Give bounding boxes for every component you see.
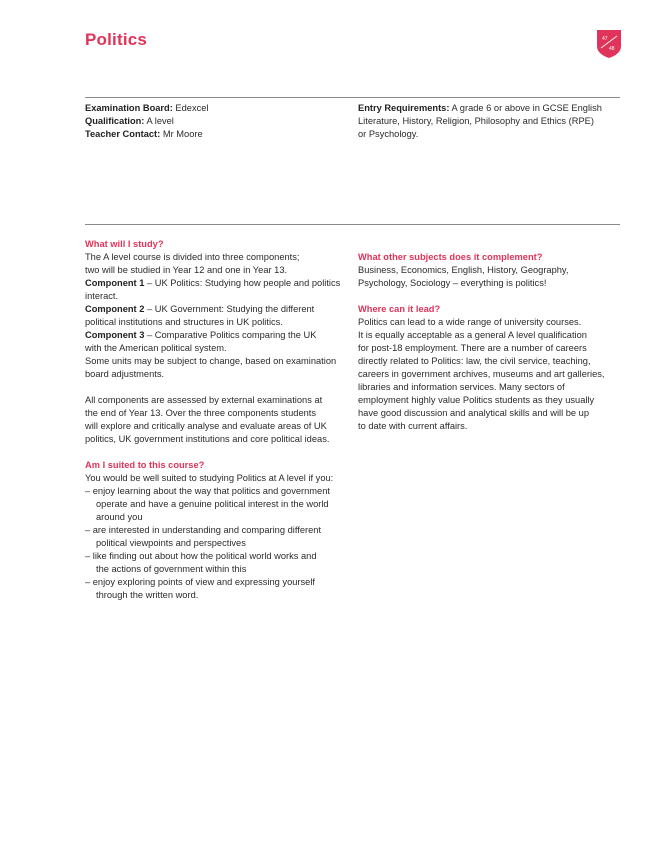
course-info — [85, 102, 350, 141]
lead-line: directly related to Politics: law, the civil service, teaching, — [358, 356, 591, 366]
suited-heading: Am I suited to this course? — [85, 460, 205, 470]
list-item-line: the actions of government within this — [96, 564, 247, 574]
board-value: Edexcel — [175, 103, 209, 113]
right-column — [358, 251, 623, 433]
study-line: The A level course is divided into three components; — [85, 252, 300, 262]
list-item-line: – like finding out about how the political world works and — [85, 551, 317, 561]
list-item-line: through the written word. — [96, 590, 199, 600]
divider-top — [85, 97, 620, 98]
study-line: – Comparative Politics comparing the UK — [144, 330, 317, 340]
assessment-line: All components are assessed by external examinations at — [85, 395, 323, 405]
list-item — [85, 576, 355, 602]
lead-line: careers in government archives, museums and art galleries, — [358, 369, 605, 379]
study-heading: What will I study? — [85, 239, 164, 249]
entry-value-line: or Psychology. — [358, 129, 419, 139]
study-line: political institutions and structures in UK politics. — [85, 317, 283, 327]
list-item-line: – enjoy learning about the way that politics and government — [85, 486, 330, 496]
assessment-line: will explore and critically analyse and evaluate areas of UK — [85, 421, 327, 431]
qualification-value: A level — [146, 116, 174, 126]
component-2-label: Component 2 — [85, 304, 145, 314]
assessment-line: the end of Year 13. Over the three components students — [85, 408, 317, 418]
complement-heading: What other subjects does it complement? — [358, 252, 543, 262]
badge-page-top: 47 — [602, 36, 608, 42]
study-line: with the American political system. — [85, 343, 227, 353]
list-item-line: operate and have a genuine political interest in the world — [96, 499, 329, 509]
list-item — [85, 524, 355, 550]
lead-line: It is equally acceptable as a general A level qualification — [358, 330, 587, 340]
teacher-value: Mr Moore — [162, 129, 203, 139]
list-item-line: around you — [96, 512, 143, 522]
page-title: Politics — [85, 30, 148, 49]
lead-line: employment highly value Politics students as they usually — [358, 395, 595, 405]
lead-line: Politics can lead to a wide range of university courses. — [358, 317, 582, 327]
list-item — [85, 485, 355, 524]
complement-line: Business, Economics, English, History, Geography, — [358, 265, 569, 275]
list-item-line: – are interested in understanding and comparing different — [85, 525, 322, 535]
lead-line: to date with current affairs. — [358, 421, 468, 431]
list-item-line: political viewpoints and perspectives — [96, 538, 246, 548]
board-label: Examination Board: — [85, 103, 173, 113]
study-line: interact. — [85, 291, 119, 301]
complement-line: Psychology, Sociology – everything is politics! — [358, 278, 547, 288]
left-column — [85, 238, 355, 602]
lead-heading: Where can it lead? — [358, 304, 441, 314]
study-line: – UK Politics: Studying how people and politics — [144, 278, 341, 288]
lead-line: libraries and information services. Many sectors of — [358, 382, 565, 392]
study-line: – UK Government: Studying the different — [144, 304, 315, 314]
page-number-badge — [597, 30, 621, 58]
shield-icon — [597, 30, 621, 58]
teacher-label: Teacher Contact: — [85, 129, 161, 139]
divider-middle — [85, 224, 620, 225]
study-line: board adjustments. — [85, 369, 165, 379]
list-item — [85, 550, 355, 576]
qualification-label: Qualification: — [85, 116, 145, 126]
entry-requirements — [358, 102, 623, 141]
assessment-line: politics, UK government institutions and core political ideas. — [85, 434, 330, 444]
study-line: two will be studied in Year 12 and one in Year 13. — [85, 265, 288, 275]
component-1-label: Component 1 — [85, 278, 145, 288]
list-item-line: – enjoy exploring points of view and expressing yourself — [85, 577, 315, 587]
study-line: Some units may be subject to change, based on examination — [85, 356, 337, 366]
entry-label: Entry Requirements: — [358, 103, 450, 113]
component-3-label: Component 3 — [85, 330, 145, 340]
entry-value-line: Literature, History, Religion, Philosophy and Ethics (RPE) — [358, 116, 594, 126]
lead-line: have good discussion and analytical skills and will be up — [358, 408, 590, 418]
badge-page-bottom: 48 — [609, 46, 615, 52]
lead-line: for post-18 employment. There are a number of careers — [358, 343, 587, 353]
suited-intro: You would be well suited to studying Politics at A level if you: — [85, 473, 334, 483]
entry-value-line: A grade 6 or above in GCSE English — [451, 103, 602, 113]
